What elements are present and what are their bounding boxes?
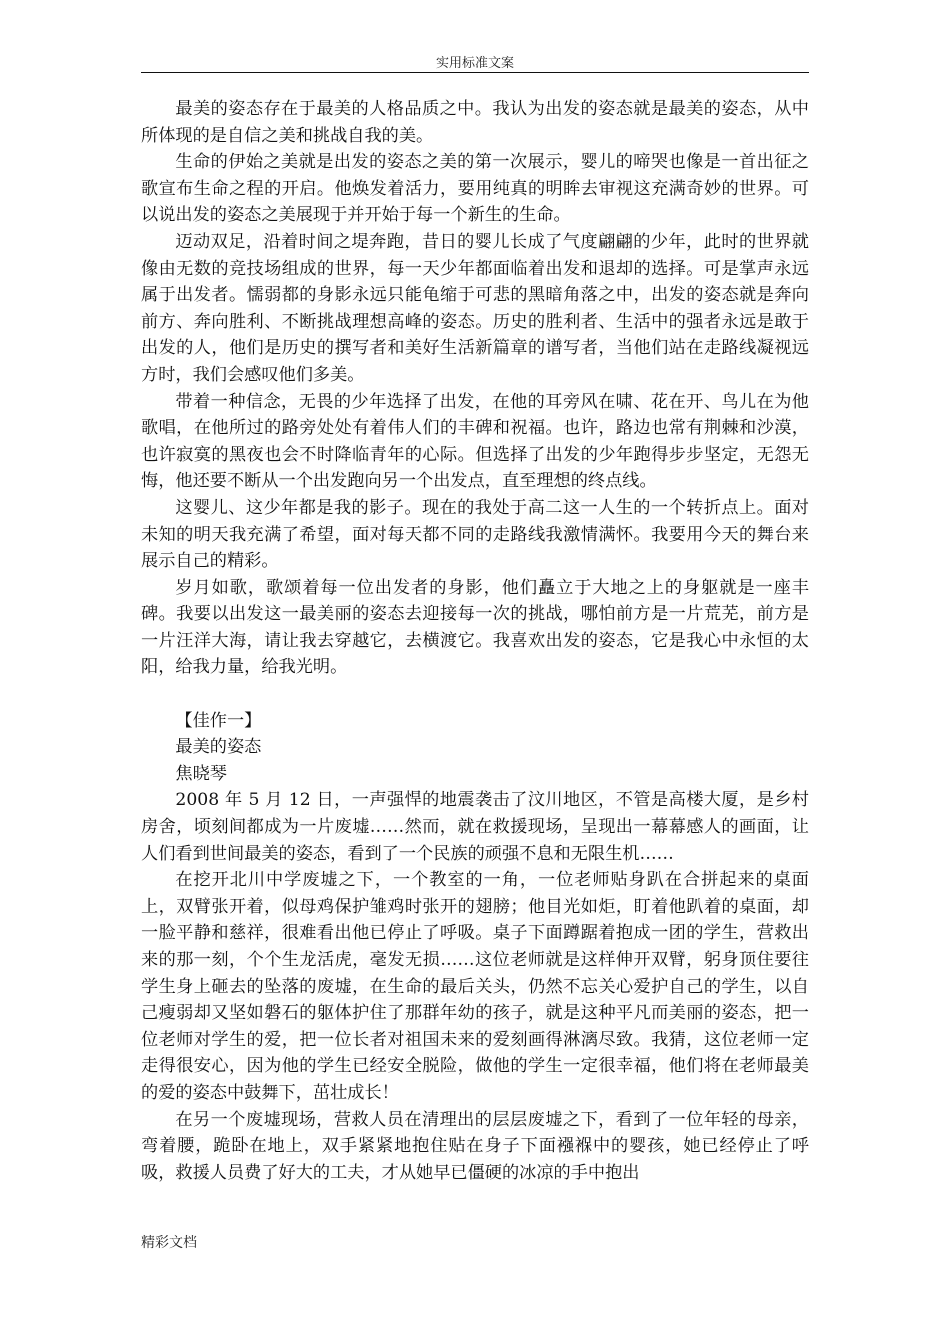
page-footer: 精彩文档: [141, 1235, 197, 1251]
paragraph: 岁月如歌，歌颂着每一位出发者的身影，他们矗立于大地之上的身躯就是一座丰碑。我要以出发这一最美丽的姿态去迎接每一次的挑战，哪怕前方是一片荒芜，前方是一片汪洋大海，请让我去穿越它，去横渡它。我喜欢出发的姿态，它是我心中永恒的太阳，给我力量，给我光明。: [141, 577, 809, 678]
paragraph: 迈动双足，沿着时间之堤奔跑，昔日的婴儿长成了气度翩翩的少年，此时的世界就像由无数的竞技场组成的世界，每一天少年都面临着出发和退却的选择。可是掌声永远属于出发者。懦弱都的身影永远只能龟缩于可悲的黑暗角落之中，出发的姿态就是奔向前方、奔向胜利、不断挑战理想高峰的姿态。历史的胜利者、生活中的强者永远是敢于出发的人，他们是历史的撰写者和美好生活新篇章的谱写者，当他们站在走路线凝视远方时，我们会感叹他们多美。: [141, 231, 809, 385]
paragraph: 生命的伊始之美就是出发的姿态之美的第一次展示，婴儿的啼哭也像是一首出征之歌宣布生命之程的开启。他焕发着活力，要用纯真的明眸去审视这充满奇妙的世界。可以说出发的姿态之美展现于并开始于每一个新生的生命。: [141, 152, 809, 226]
paragraph: 在挖开北川中学废墟之下，一个教室的一角，一位老师贴身趴在合拼起来的桌面上，双臂张开着，似母鸡保护雏鸡时张开的翅膀；他目光如炬，盯着他趴着的桌面，却一脸平静和慈祥，很难看出他已停止了呼吸。桌子下面蹲踞着抱成一团的学生，营救出来的那一刻，个个生龙活虎，毫发无损……这位老师就是这样伸开双臂，躬身顶住要往学生身上砸去的坠落的废墟，在生命的最后关头，仍然不忘关心爱护自己的学生，以自己瘦弱却又坚如磐石的躯体护住了那群年幼的孩子，就是这种平凡而美丽的姿态，把一位老师对学生的爱，把一位长者对祖国未来的爱刻画得淋漓尽致。我猜，这位老师一定走得很安心，因为他的学生已经安全脱险，做他的学生一定很幸福，他们将在老师最美的爱的姿态中鼓舞下，茁壮成长！: [141, 870, 809, 1103]
paragraph: 带着一种信念，无畏的少年选择了出发，在他的耳旁风在啸、花在开、鸟儿在为他歌唱，在他所过的路旁处处有着伟人们的丰碑和祝福。也许，路边也常有荆棘和沙漠，也许寂寞的黑夜也会不时降临青年的心际。但选择了出发的少年跑得步步坚定，无怨无悔，他还要不断从一个出发跑向另一个出发点，直至理想的终点线。: [141, 391, 809, 492]
paragraph: 最美的姿态存在于最美的人格品质之中。我认为出发的姿态就是最美的姿态，从中所体现的是自信之美和挑战自我的美。: [141, 99, 809, 146]
paragraph: 2008 年 5 月 12 日，一声强悍的地震袭击了汶川地区，不管是高楼大厦，是乡村房舍，顷刻间都成为一片废墟……然而，就在救援现场，呈现出一幕幕感人的画面，让人们看到世间最美的姿态，看到了一个民族的顽强不息和无限生机……: [141, 790, 809, 864]
paragraph: 这婴儿、这少年都是我的影子。现在的我处于高二这一人生的一个转折点上。面对未知的明天我充满了希望，面对每天都不同的走路线我激情满怀。我要用今天的舞台来展示自己的精彩。: [141, 497, 809, 572]
document-body: [141, 96, 809, 1186]
header-divider: [141, 72, 809, 73]
page-header: 实用标准文案: [435, 56, 514, 71]
paragraph: 在另一个废墟现场，营救人员在清理出的层层废墟之下，看到了一位年轻的母亲，弯着腰，跪卧在地上，双手紧紧地抱住贴在身子下面襁褓中的婴孩，她已经停止了呼吸，救援人员费了好大的工夫，才从她早已僵硬的冰凉的手中抱出: [141, 1109, 809, 1183]
section-label: 【佳作一】: [175, 710, 262, 731]
essay-title: 最美的姿态: [175, 737, 262, 758]
essay-author: 焦晓琴: [175, 763, 227, 784]
blank-line: [141, 681, 809, 708]
